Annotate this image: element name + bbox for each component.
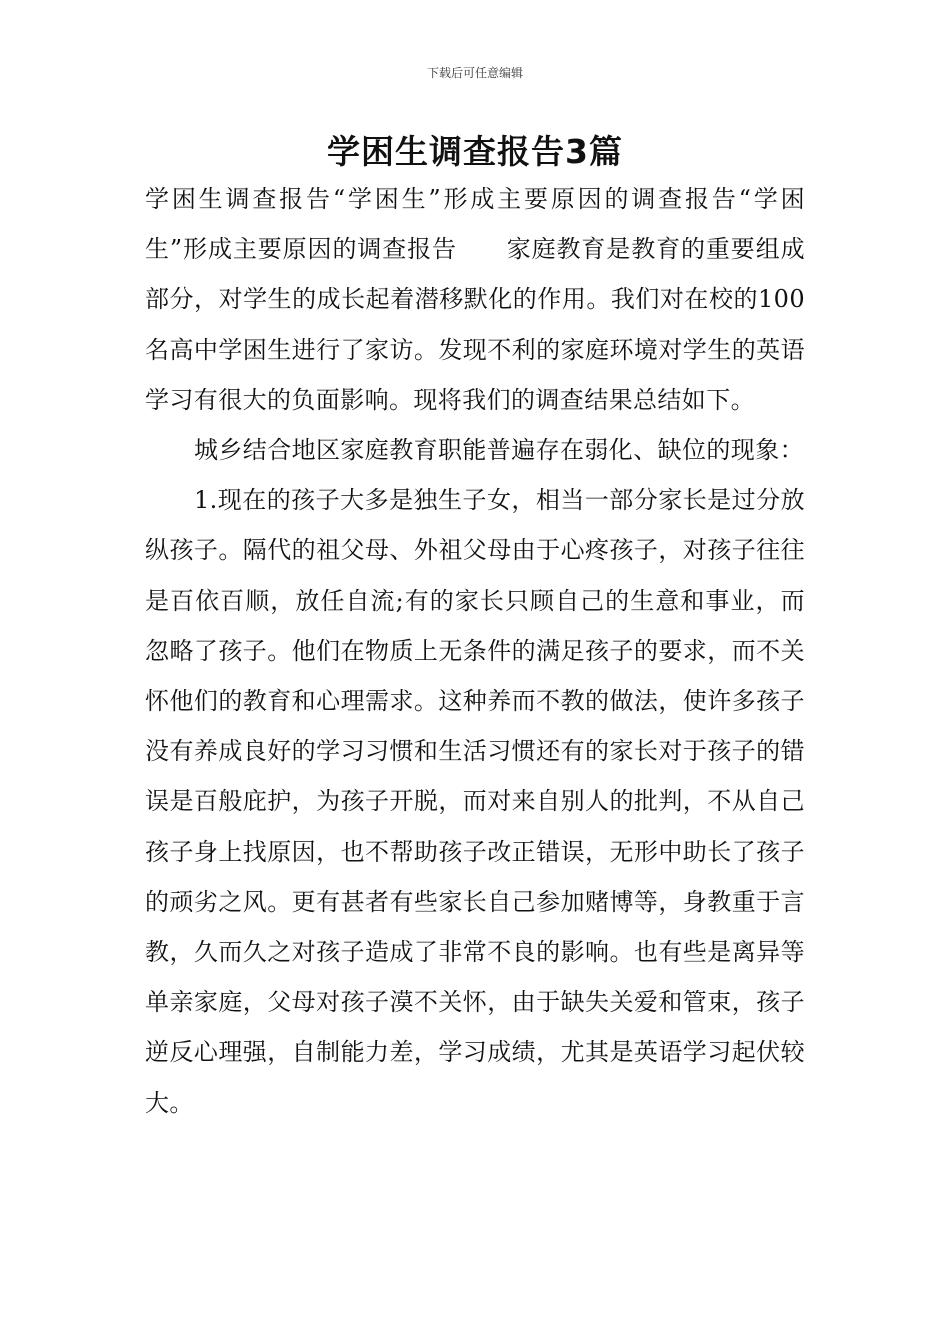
paragraph-phenomenon: 城乡结合地区家庭教育职能普遍存在弱化、缺位的现象： — [194, 436, 804, 465]
page-header-note: 下载后可任意编辑 — [426, 66, 523, 80]
document-body — [145, 174, 805, 1128]
document-title: 学困生调查报告3篇 — [327, 132, 623, 171]
paragraph-intro: 学困生调查报告“学困生”形成主要原因的调查报告“学困生”形成主要原因的调查报告 家庭教育是教育的重要组成部分，对学生的成长起着潜移默化的作用。我们对在校的100名高中学困生进行了家访。发现不利的家庭环境对学生的英语学习有很大的负面影响。现将我们的调查结果总结如下。 — [145, 185, 805, 414]
paragraph-point-1: 1.现在的孩子大多是独生子女，相当一部分家长是过分放纵孩子。隔代的祖父母、外祖父母由于心疼孩子，对孩子往往是百依百顺，放任自流;有的家长只顾自己的生意和事业，而忽略了孩子。他们在物质上无条件的满足孩子的要求，而不关怀他们的教育和心理需求。这种养而不教的做法，使许多孩子没有养成良好的学习习惯和生活习惯还有的家长对于孩子的错误是百般庇护，为孩子开脱，而对来自别人的批判，不从自己孩子身上找原因，也不帮助孩子改正错误，无形中助长了孩子的顽劣之风。更有甚者有些家长自己参加赌博等，身教重于言教，久而久之对孩子造成了非常不良的影响。也有些是离异等单亲家庭，父母对孩子漠不关怀，由于缺失关爱和管束，孩子逆反心理强，自制能力差，学习成绩，尤其是英语学习起伏较大。 — [145, 486, 805, 1117]
